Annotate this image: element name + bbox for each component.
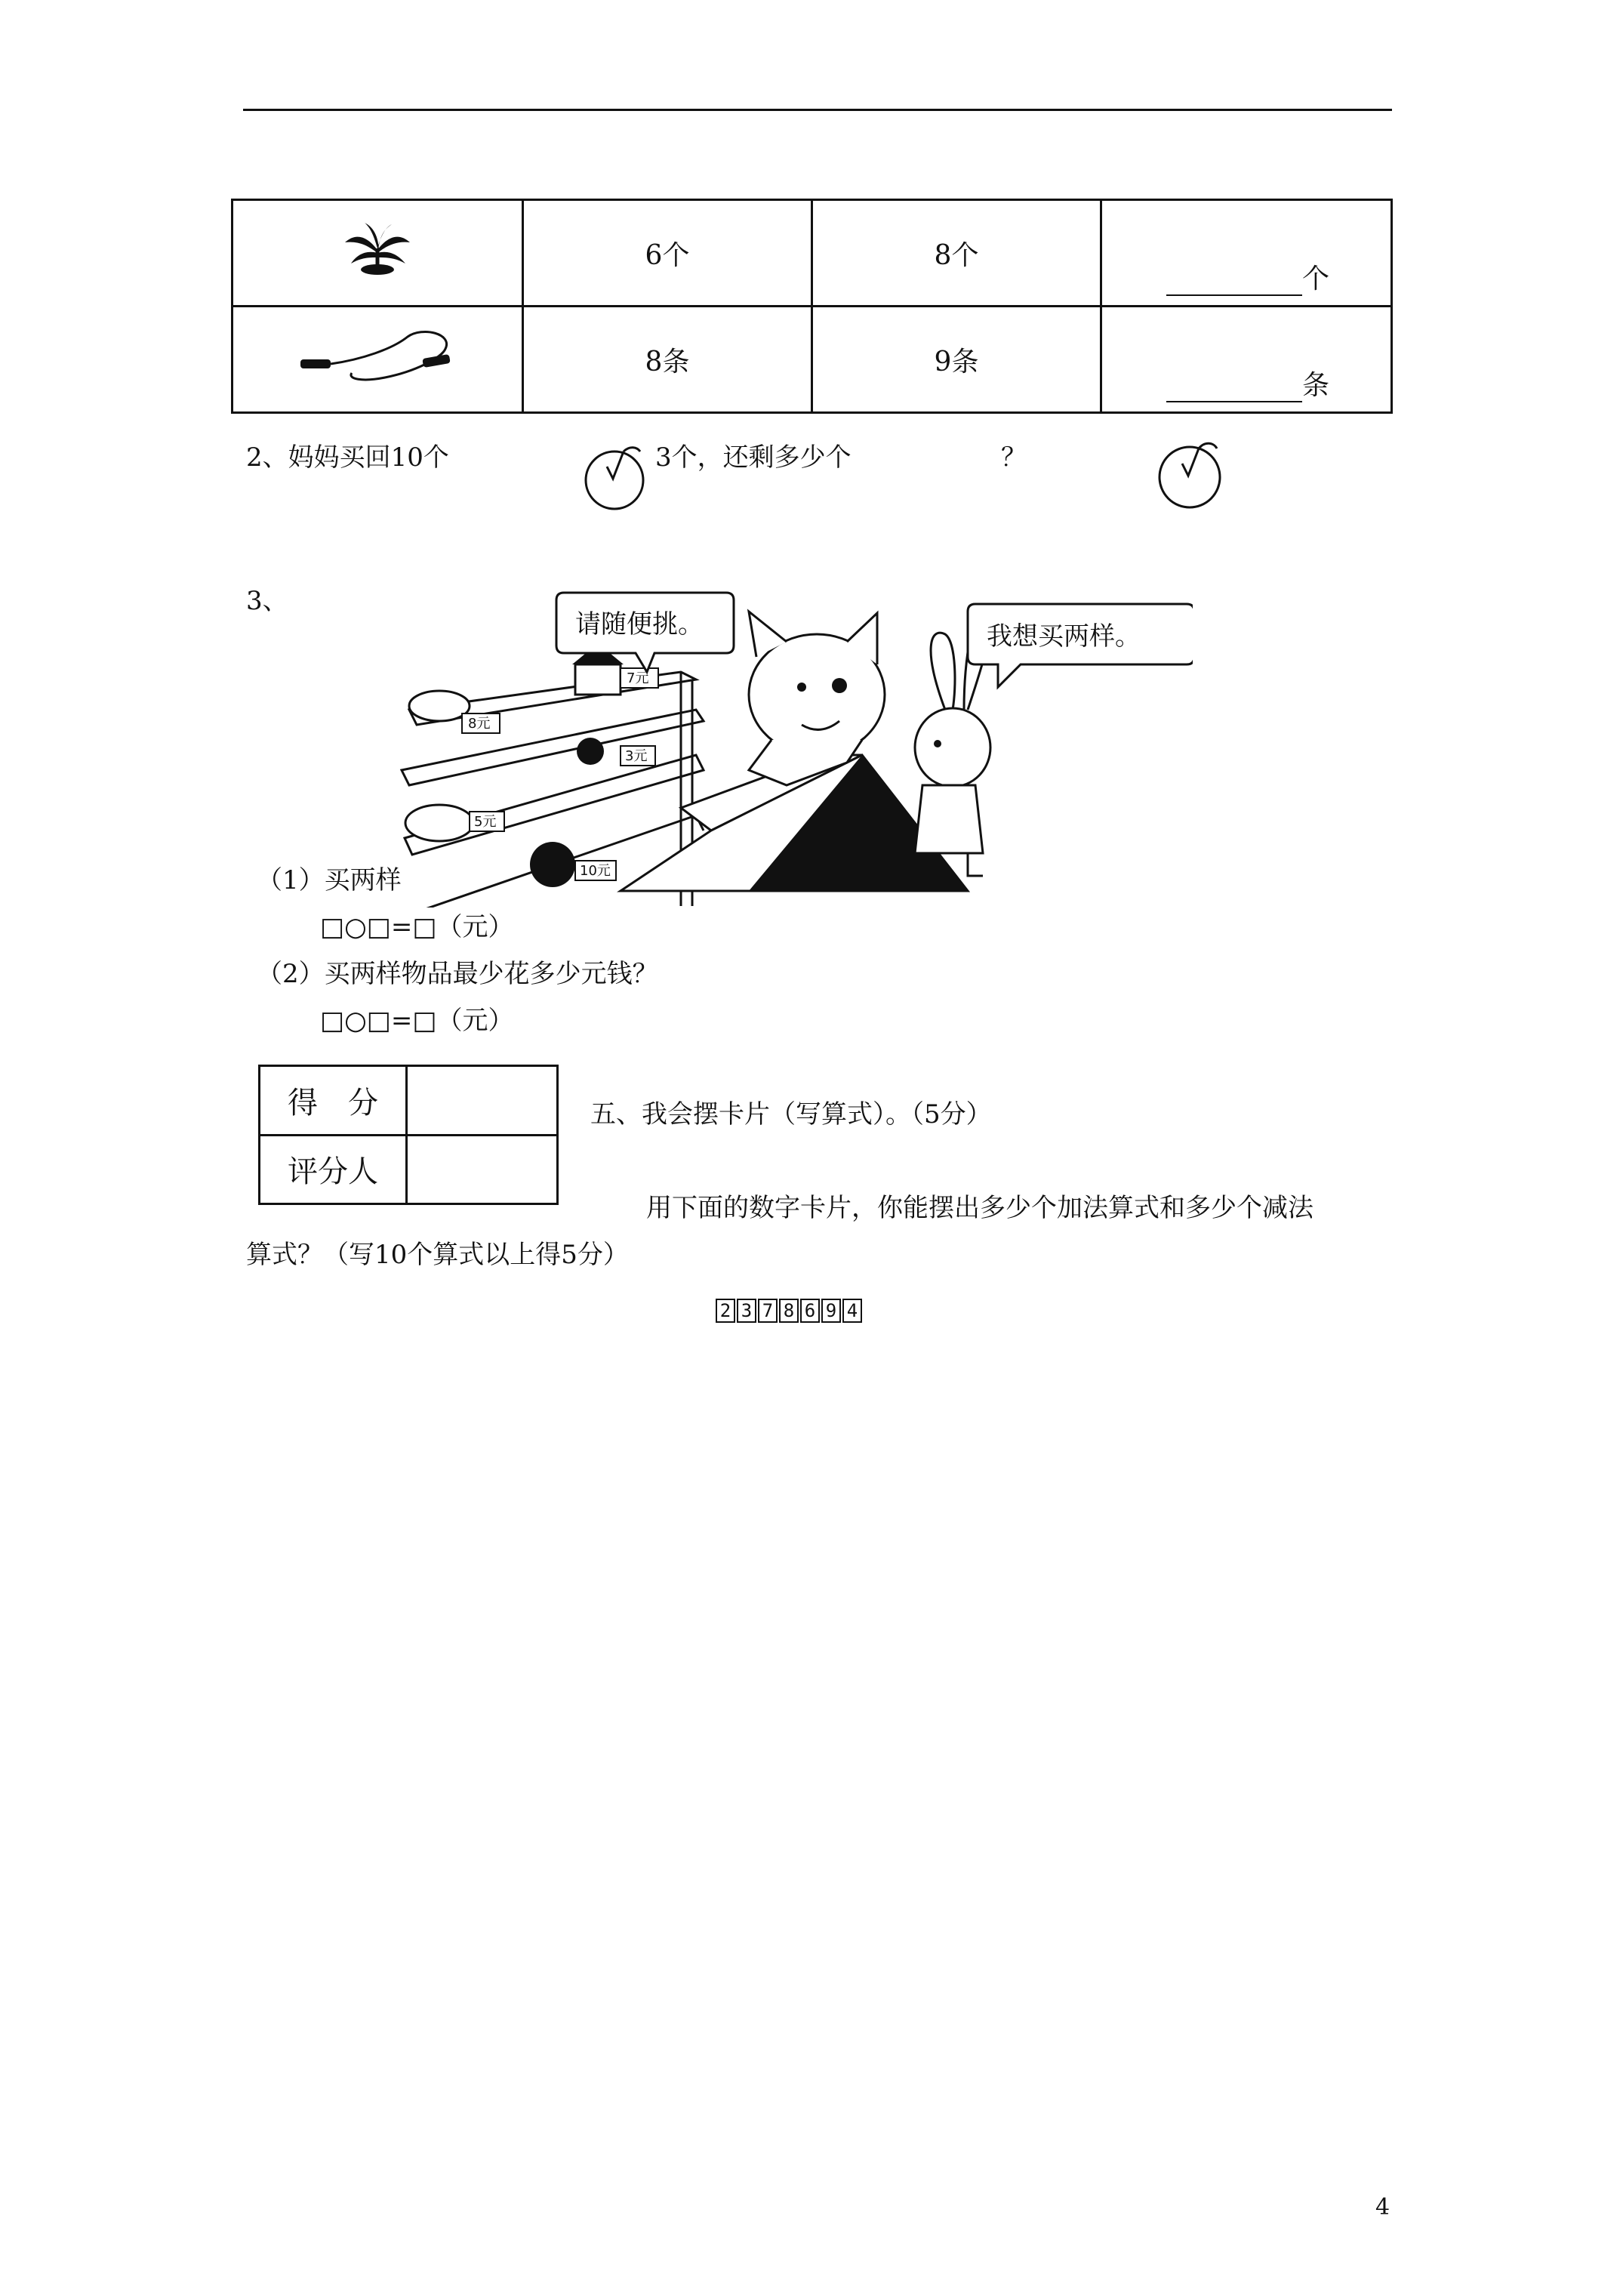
score-field[interactable] <box>407 1066 558 1136</box>
price-tag: 10元 <box>580 863 611 879</box>
q3-sub1: （1）买两样 <box>257 865 402 895</box>
plant-icon <box>336 220 419 280</box>
section5-line2: 算式？（写10个算式以上得5分） <box>246 1240 629 1270</box>
table-cell-icon <box>233 307 523 413</box>
answer-blank[interactable] <box>1166 267 1302 296</box>
unit-label: 个 <box>1302 264 1330 294</box>
bubble-text-left: 请随便挑。 <box>575 609 704 639</box>
q3-sub2: （2）买两样物品最少花多少元钱？ <box>257 959 658 989</box>
score-table <box>258 1065 559 1205</box>
price-tag: 5元 <box>474 814 497 830</box>
digit-card: 8 <box>779 1299 799 1323</box>
answer-cell <box>1101 200 1392 307</box>
table-row <box>233 200 1392 307</box>
q2-middle: 3个，还剩多少个 <box>655 442 852 473</box>
bubble-text-right: 我想买两样。 <box>987 621 1141 652</box>
answer-blank[interactable] <box>1166 374 1302 402</box>
score-label: 得 分 <box>260 1066 407 1136</box>
page-number: 4 <box>1375 2194 1390 2220</box>
price-tag: 7元 <box>627 670 649 686</box>
answer-cell <box>1101 307 1392 413</box>
table-cell: 9条 <box>812 307 1101 413</box>
table-cell: 8条 <box>523 307 812 413</box>
section5-title: 五、我会摆卡片（写算式）。（5分） <box>590 1099 992 1130</box>
comparison-table <box>231 199 1393 414</box>
grader-label: 评分人 <box>260 1135 407 1204</box>
unit-label: 条 <box>1302 370 1330 401</box>
apple-icon <box>1155 432 1227 510</box>
table-cell-icon <box>233 200 523 307</box>
table-row <box>233 307 1392 413</box>
apple-icon <box>580 436 652 512</box>
q2-suffix: ？ <box>1001 442 1027 473</box>
q3-formula1: □○□=□（元） <box>320 912 514 942</box>
digit-card: 7 <box>758 1299 778 1323</box>
digit-card: 9 <box>821 1299 841 1323</box>
digit-card: 6 <box>800 1299 820 1323</box>
q2-prefix: 2、妈妈买回10个 <box>246 442 449 473</box>
header-rule <box>243 109 1392 111</box>
grader-field[interactable] <box>407 1135 558 1204</box>
digit-card: 4 <box>842 1299 862 1323</box>
table-cell: 6个 <box>523 200 812 307</box>
price-tag: 8元 <box>468 716 491 732</box>
jump-rope-icon <box>294 326 460 387</box>
q3-label: 3、 <box>246 586 288 616</box>
q3-formula2: □○□=□（元） <box>320 1006 514 1036</box>
price-tag: 3元 <box>625 748 648 764</box>
digit-cards <box>716 1297 864 1323</box>
section5-line1: 用下面的数字卡片，你能摆出多少个加法算式和多少个减法 <box>646 1193 1313 1223</box>
digit-card: 2 <box>716 1299 735 1323</box>
digit-card: 3 <box>737 1299 756 1323</box>
shop-illustration <box>394 559 1193 908</box>
table-cell: 8个 <box>812 200 1101 307</box>
